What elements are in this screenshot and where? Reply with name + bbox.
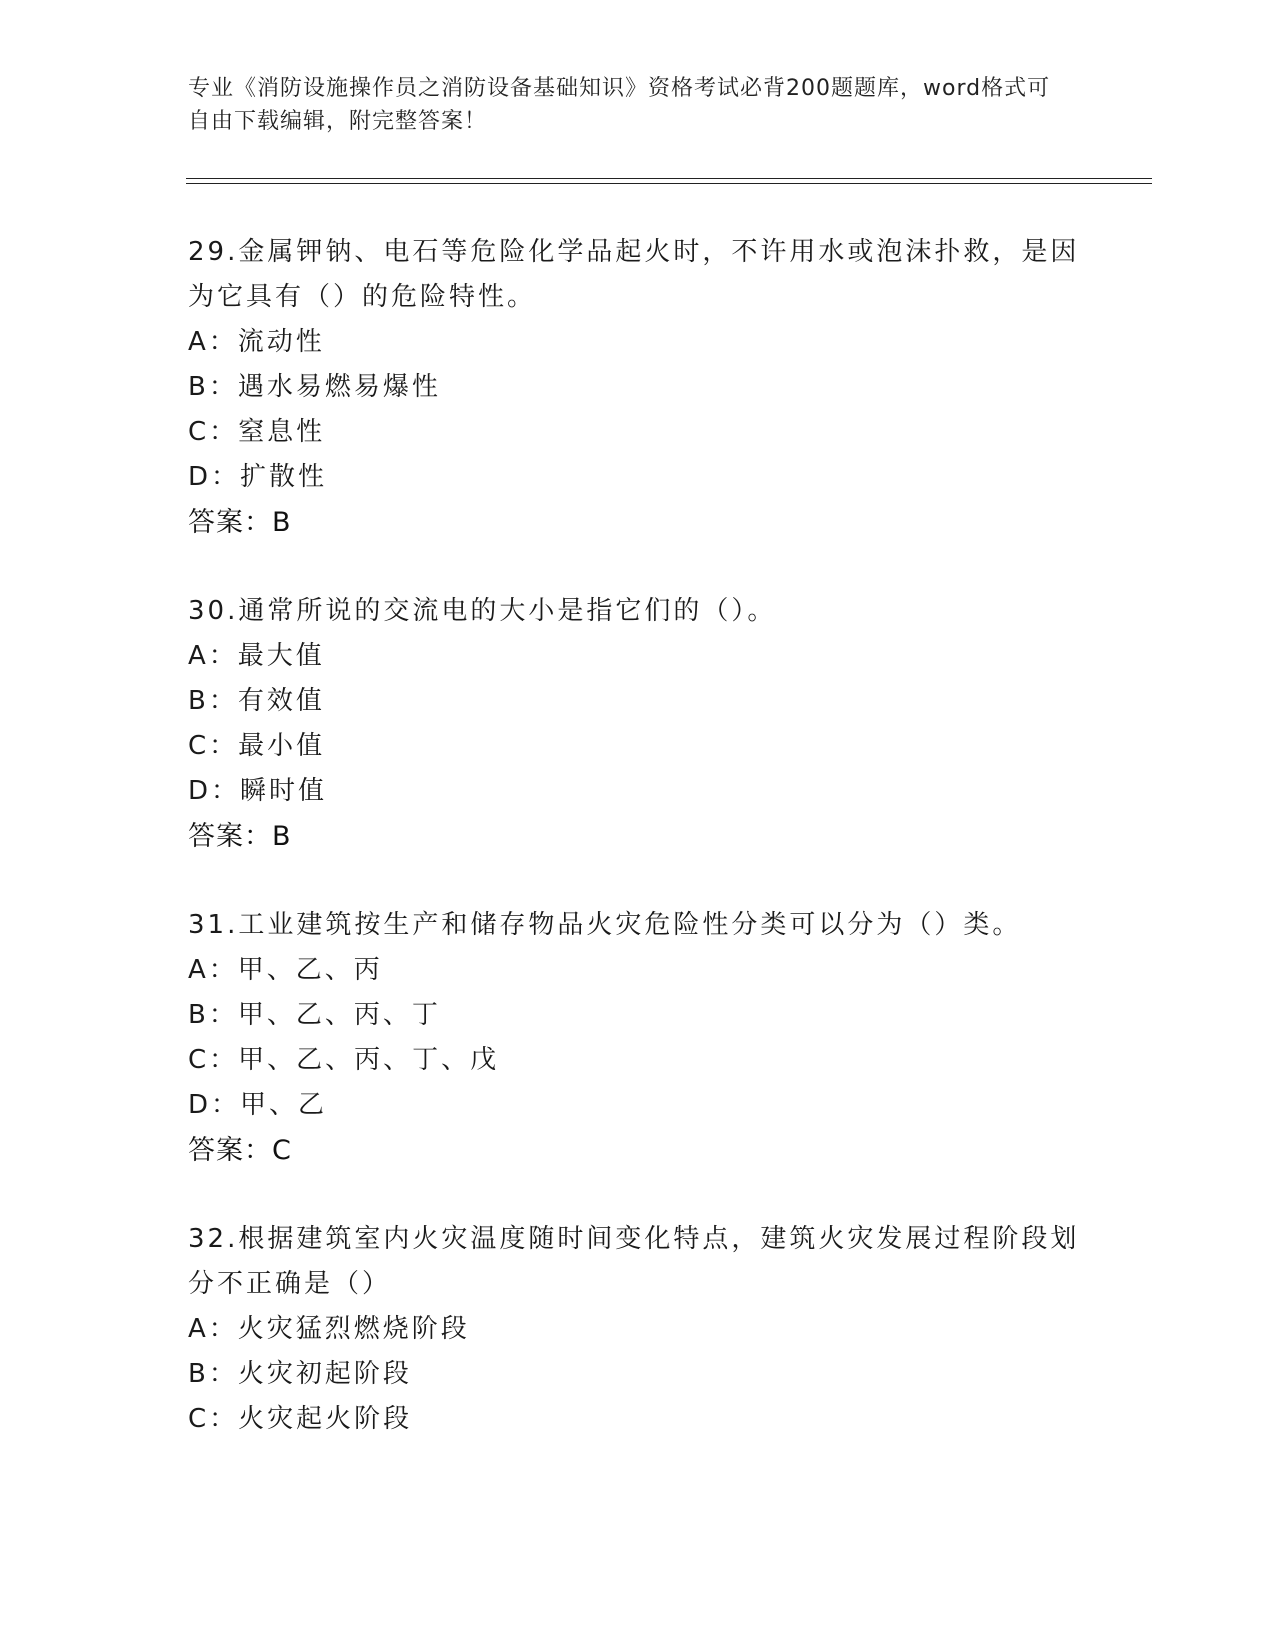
answer: 答案：C [188, 1135, 292, 1166]
page-header: 专业《消防设施操作员之消防设备基础知识》资格考试必背200题题库，word格式可自由下载编辑，附完整答案！ [188, 76, 1051, 134]
option-c: C：最小值 [188, 731, 326, 761]
answer: 答案：B [188, 507, 292, 538]
header-divider-bottom [186, 183, 1152, 184]
option-d: D：甲、乙 [188, 1090, 328, 1120]
question-32 [188, 1217, 1088, 1442]
option-d: D：瞬时值 [188, 776, 328, 806]
question-30 [188, 589, 1088, 859]
question-stem: 32.根据建筑室内火灾温度随时间变化特点，建筑火灾发展过程阶段划分不正确是（） [188, 1224, 1080, 1299]
answer: 答案：B [188, 821, 292, 852]
option-c: C：窒息性 [188, 417, 326, 447]
option-c: C：火灾起火阶段 [188, 1404, 413, 1434]
option-a: A：甲、乙、丙 [188, 955, 383, 985]
option-b: B：遇水易燃易爆性 [188, 372, 441, 402]
question-31 [188, 903, 1088, 1173]
header-divider-top [186, 178, 1152, 179]
option-d: D：扩散性 [188, 462, 328, 492]
option-b: B：有效值 [188, 686, 325, 716]
option-c: C：甲、乙、丙、丁、戊 [188, 1045, 500, 1075]
question-list [188, 230, 1088, 1486]
question-stem: 29.金属钾钠、电石等危险化学品起火时，不许用水或泡沫扑救，是因为它具有（）的危险特性。 [188, 237, 1080, 312]
option-b: B：甲、乙、丙、丁 [188, 1000, 441, 1030]
question-stem: 30.通常所说的交流电的大小是指它们的（）。 [188, 596, 777, 626]
option-a: A：火灾猛烈燃烧阶段 [188, 1314, 470, 1344]
option-a: A：流动性 [188, 327, 325, 357]
option-b: B：火灾初起阶段 [188, 1359, 412, 1389]
question-29 [188, 230, 1088, 545]
question-stem: 31.工业建筑按生产和储存物品火灾危险性分类可以分为（）类。 [188, 910, 1022, 940]
option-a: A：最大值 [188, 641, 325, 671]
